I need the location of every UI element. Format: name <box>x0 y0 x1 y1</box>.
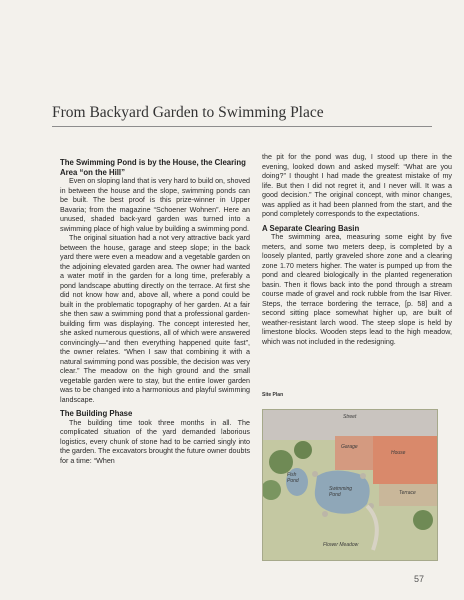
site-plan-label: Site Plan <box>262 392 284 398</box>
page-title: From Backyard Garden to Swimming Place <box>52 104 324 121</box>
flower-meadow-label: Flower Meadow <box>323 542 359 548</box>
right-column <box>262 153 452 347</box>
section-heading-swimming-pond: The Swimming Pond is by the House, the Clearing Area “on the Hill” <box>60 158 246 177</box>
swimming-pond-label: Swimming Pond <box>329 486 353 498</box>
paragraph: The original situation had a not very attractive back yard between the house, garage and steep slope; in the back yard there were even a meadow and a vegetable garden on the adjoining elevated garden area. The owner had wanted a water motif in the garden for a long time, preferably a pond landscape abutting directly on the terrace. At first she did not know how and, above all, where a pond could be built in the problematic topography of her garden. At a fair she then saw a swimming pond that a professional garden-building firm was displaying. The concept interested her, she asked numerous questions, all of which were answered convincingly—“and then everything happened quite fast”, the owner relates. “When I saw that combining it with a natural swimming pond was possible, the decision was very clear.” The meadow on the high ground and the small vegetable garden were to stay, but the entire lower garden was to be changed into a harmonious and playful swimming landscape. <box>60 234 250 404</box>
tree-cluster <box>263 480 281 500</box>
section-heading-clearing-basin: A Separate Clearing Basin <box>262 223 360 233</box>
fish-pond-label: Fish Pond <box>287 472 299 484</box>
tree-cluster <box>413 510 433 530</box>
section-heading-building-phase: The Building Phase <box>60 409 133 418</box>
garage-label: Garage <box>341 444 358 450</box>
title-rule <box>52 126 432 127</box>
garage-building <box>335 436 373 470</box>
terrace-label: Terrace <box>399 490 416 496</box>
paragraph: the pit for the pond was dug, I stood up there in the evening, looked down and asked myself: “What are you doing?” I thought I had made the greatest mistake of my life. But then I did not regret it, and I never will. It was a good decision.” The original concept, with minor changes, was applied as it had been planned from the start, and the pond completely corresponds to the expectations. <box>262 153 452 218</box>
street-label: Street <box>343 414 357 420</box>
house-label: House <box>391 450 406 456</box>
page-number: 57 <box>414 574 425 584</box>
stone <box>322 511 328 517</box>
site-plan-illustration <box>262 409 438 561</box>
site-plan-drawing <box>263 410 437 560</box>
house-building <box>373 436 437 484</box>
left-column <box>60 158 250 466</box>
garden-path <box>367 506 377 550</box>
stone <box>360 473 366 479</box>
paragraph: The building time took three months in all. The complicated situation of the yard demanded laborious logistics, every chunk of stone had to be carried singly into the garden. The excavators brought the future owner doubts for a time: “When <box>60 418 251 465</box>
paragraph: Even on sloping land that is very hard to build on, shoved in between the house and the slope, swimming ponds can be built. The best proof is this prize-winner in Upper Bavaria; from the magazine “Schoener Wohnen”. Here an unused, shaded back-yard garden was turned into a swimming place of high value by building a swimming pond. <box>60 177 251 233</box>
tree-cluster <box>294 441 312 459</box>
paragraph: The swimming area, measuring some eight by five meters, and some two meters deep, is completed by a loosely planted, partly graveled shore zone and a clearing zone 1.70 meters higher. The water is pumped up from the pond and cleared biologically in the planted regeneration basin. Then it flows back into the pond through a stream course made of gravel and rock rubble from the Isar River. Steps, the terrace bordering the terrace, [p. 58] and a second sitting place somewhat higher up, are built of weather-resistant larch wood. The steep slope is held by limestone blocks. Wooden steps lead to the high meadow, which was not included in the redesigning. <box>262 233 452 346</box>
stone <box>312 471 318 477</box>
tree-cluster <box>269 450 293 474</box>
